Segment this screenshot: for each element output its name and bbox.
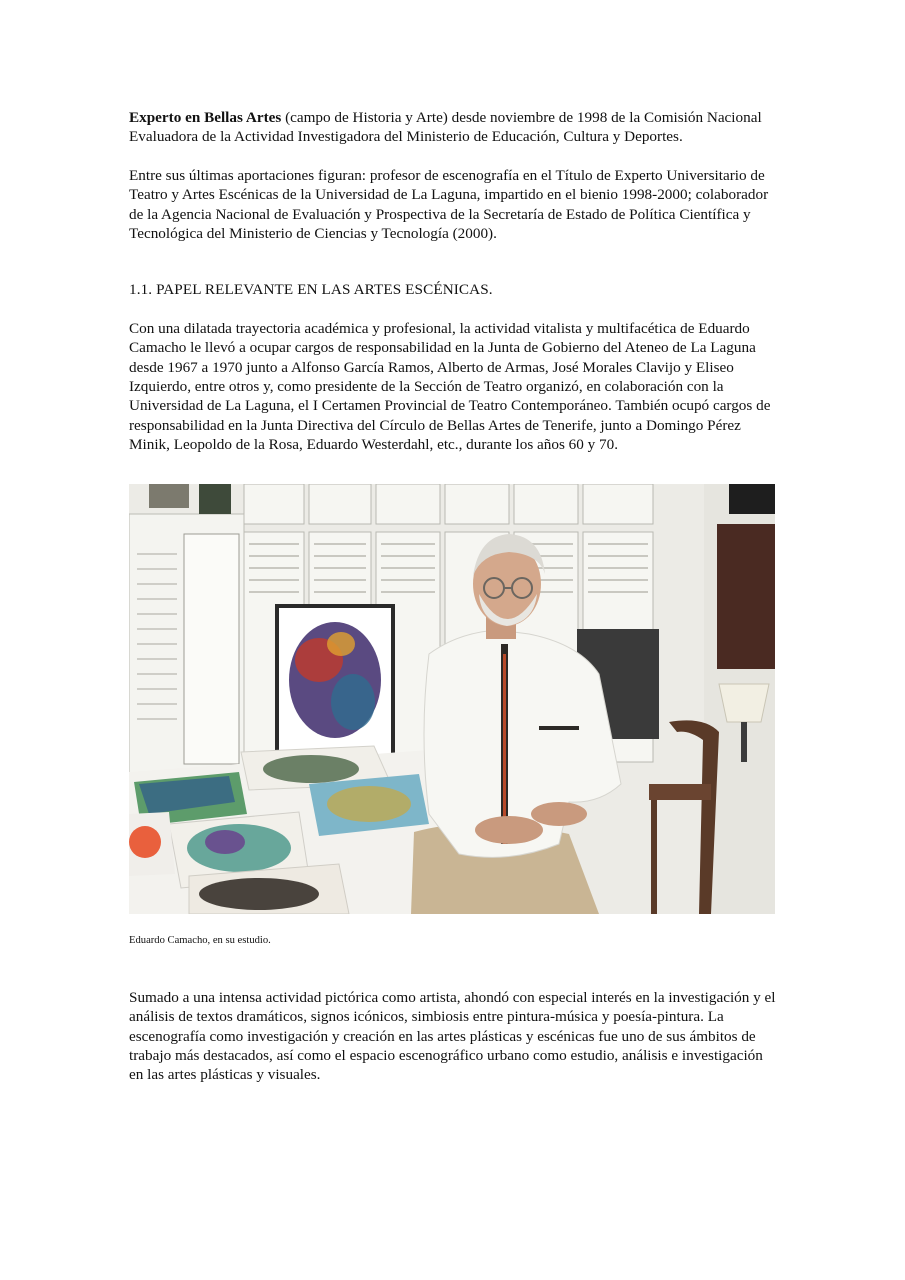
document-page bbox=[129, 108, 779, 1085]
section-heading: 1.1. PAPEL RELEVANTE EN LAS ARTES ESCÉNICAS. bbox=[129, 281, 493, 299]
paragraph-contributions: Entre sus últimas aportaciones figuran: profesor de escenografía en el Título de Experto Universitario de Teatro y Artes Escénicas de la Universidad de La Laguna, impartido en el bienio 1998-2000; colaborador de la Agencia Nacional de Evaluación y Prospectiva de la Secretaría de Estado de Política Científica y Tecnológica del Ministerio de Ciencias y Tecnología (2000). bbox=[129, 166, 769, 243]
bold-lead: Experto en Bellas Artes bbox=[129, 109, 282, 126]
studio-photo-illustration bbox=[129, 484, 775, 914]
paragraph-expert-text: (campo de Historia y Arte) desde noviembre de 1998 de la Comisión Nacional Evaluadora de la Actividad Investigadora del Ministerio de Educación, Cultura y Deportes. bbox=[129, 109, 762, 146]
paragraph-career: Con una dilatada trayectoria académica y profesional, la actividad vitalista y multifacética de Eduardo Camacho le llevó a ocupar cargos de responsabilidad en la Junta de Gobierno del Ateneo de La Laguna desde 1967 a 1970 junto a Alfonso García Ramos, Alberto de Armas, José Morales Clavijo y Eliseo Izquierdo, entre otros y, como presidente de la Sección de Teatro organizó, en colaboración con la Universidad de La Laguna, el I Certamen Provincial de Teatro Contemporáneo. También ocupó cargos de responsabilidad en la Junta Directiva del Círculo de Bellas Artes de Tenerife, junto a Domingo Pérez Minik, Leopoldo de la Rosa, Eduardo Westerdahl, etc., durante los años 60 y 70. bbox=[129, 319, 771, 454]
paragraph-expert bbox=[129, 108, 779, 147]
studio-photo bbox=[129, 484, 775, 914]
paragraph-activity: Sumado a una intensa actividad pictórica como artista, ahondó con especial interés en la investigación y el análisis de textos dramáticos, signos icónicos, simbiosis entre pintura-música y poesía-pintura. La escenografía como investigación y creación en las artes plásticas y escénicas fue uno de sus ámbitos de trabajo más destacados, así como el espacio escenográfico urbano como estudio, análisis e investigación en las artes plásticas y visuales. bbox=[129, 988, 776, 1084]
photo-caption: Eduardo Camacho, en su estudio. bbox=[129, 934, 271, 946]
